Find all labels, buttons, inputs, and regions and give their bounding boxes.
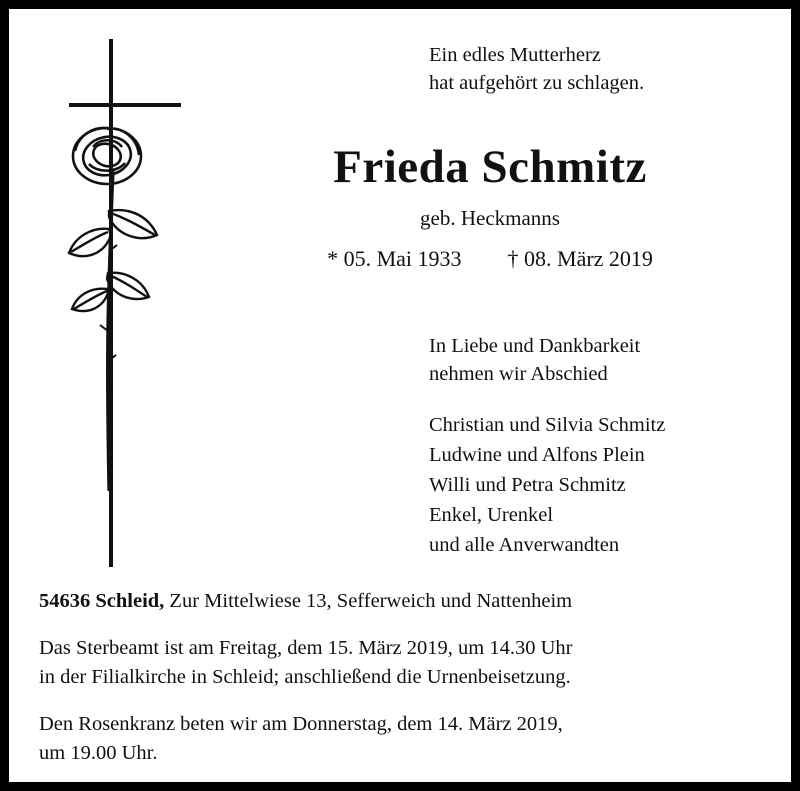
- verse-line-1: Ein edles Mutterherz: [429, 44, 601, 66]
- address-street: Zur Mittelwiese 13, Sefferweich und Nattenheim: [164, 590, 573, 612]
- list-item: und alle Anverwandten: [429, 534, 620, 556]
- footer-block: [39, 587, 769, 786]
- deceased-name: Frieda Schmitz: [333, 141, 647, 193]
- maiden-name: geb. Heckmanns: [420, 206, 560, 230]
- list-item: Enkel, Urenkel: [429, 504, 554, 526]
- verse-block: [429, 41, 774, 97]
- birth-date: * 05. Mai 1933: [327, 246, 462, 271]
- rose-and-cross-emblem: [45, 21, 195, 581]
- verse-line-2: hat aufgehört zu schlagen.: [429, 72, 645, 94]
- rosary-line-2: um 19.00 Uhr.: [39, 742, 158, 764]
- mourning-intro-line-2: nehmen wir Abschied: [429, 363, 608, 385]
- rosary-info: [39, 710, 769, 768]
- mourners-list: [429, 410, 774, 560]
- address-line: [39, 587, 769, 616]
- death-date: † 08. März 2019: [507, 246, 653, 271]
- mourning-intro: [429, 332, 774, 388]
- name-block: [205, 139, 775, 275]
- mourning-intro-line-1: In Liebe und Dankbarkeit: [429, 335, 641, 357]
- list-item: Ludwine und Alfons Plein: [429, 444, 645, 466]
- notice-inner: [9, 9, 791, 782]
- list-item: Willi und Petra Schmitz: [429, 474, 626, 496]
- life-dates: [205, 243, 775, 275]
- service-line-2: in der Filialkirche in Schleid; anschließend die Urnenbeisetzung.: [39, 666, 571, 688]
- address-postal-city: 54636 Schleid,: [39, 590, 165, 612]
- rosary-line-1: Den Rosenkranz beten wir am Donnerstag, dem 14. März 2019,: [39, 713, 563, 735]
- service-info: [39, 634, 769, 692]
- mourning-block: [429, 332, 774, 560]
- service-line-1: Das Sterbeamt ist am Freitag, dem 15. März 2019, um 14.30 Uhr: [39, 637, 573, 659]
- list-item: Christian und Silvia Schmitz: [429, 414, 666, 436]
